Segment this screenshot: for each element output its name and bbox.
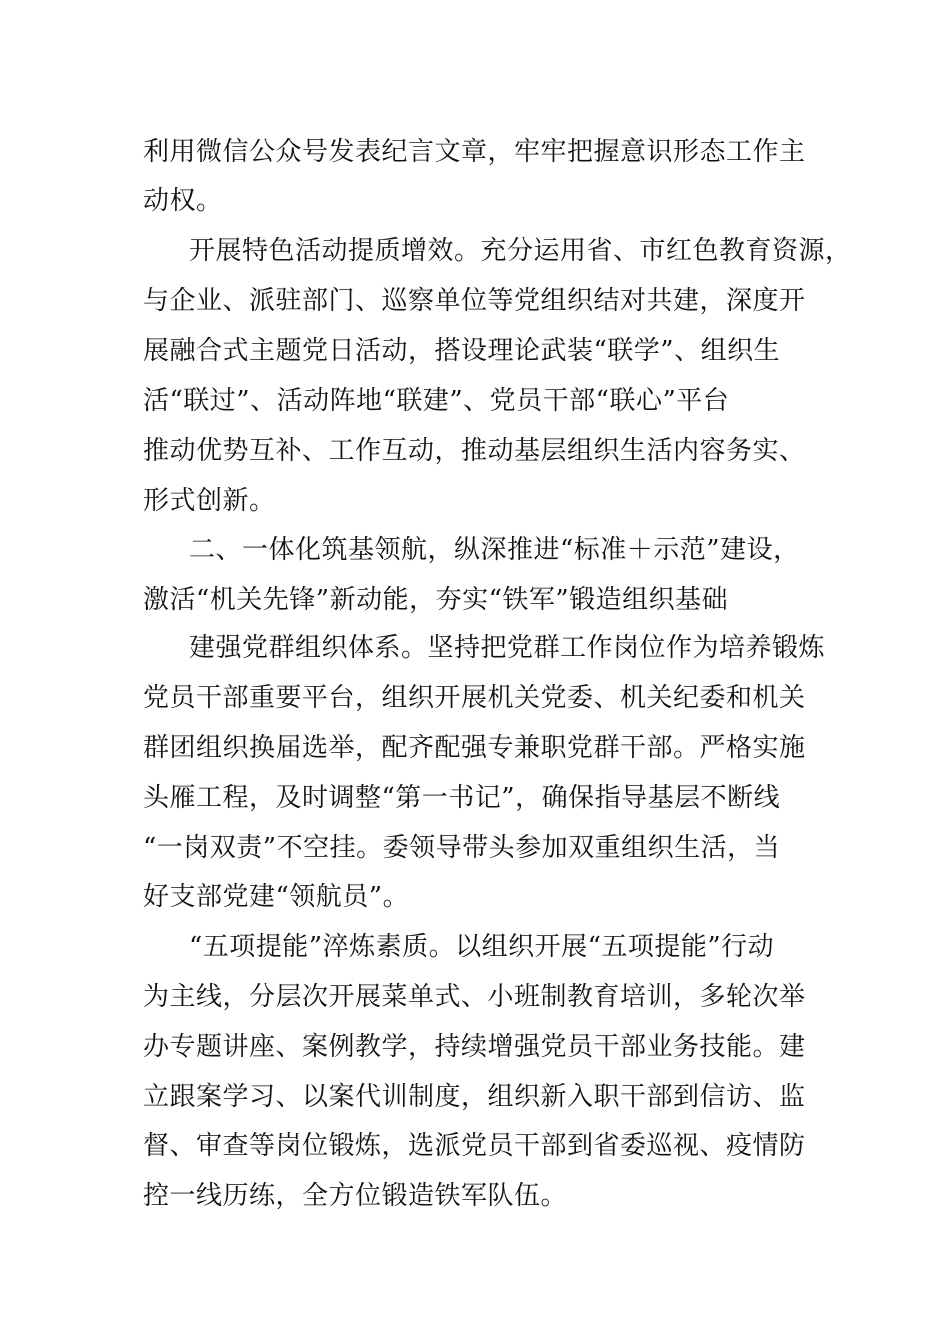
section-heading-line: 二、一体化筑基领航，纵深推进“标准＋示范”建设， (189, 535, 800, 565)
text-line: 督、审查等岗位锻炼，选派党员干部到省委巡视、疫情防 (143, 1131, 806, 1161)
text-line: 为主线，分层次开展菜单式、小班制教育培训，多轮次举 (143, 982, 806, 1012)
section-heading-line: 激活“机关先锋”新动能，夯实“铁军”锻造组织基础 (143, 585, 729, 615)
text-line: 立跟案学习、以案代训制度，组织新入职干部到信访、监 (143, 1082, 806, 1112)
paragraph-start-line: “五项提能”淬炼素质。以组织开展“五项提能”行动 (189, 932, 775, 962)
text-line: 与企业、派驻部门、巡察单位等党组织结对共建，深度开 (143, 286, 806, 316)
text-line: 利用微信公众号发表纪言文章，牢牢把握意识形态工作主 (143, 137, 806, 167)
text-line: 活“联过”、活动阵地“联建”、党员干部“联心”平台 (143, 386, 730, 416)
text-line: 动权。 (143, 186, 223, 216)
text-line: “一岗双责”不空挂。委领导带头参加双重组织生活，当 (143, 833, 781, 863)
text-line: 头雁工程，及时调整“第一书记”，确保指导基层不断线 (143, 783, 781, 813)
text-line: 党员干部重要平台，组织开展机关党委、机关纪委和机关 (143, 683, 806, 713)
text-line: 控一线历练，全方位锻造铁军队伍。 (143, 1181, 568, 1211)
text-line: 形式创新。 (143, 486, 276, 516)
text-line: 展融合式主题党日活动，搭设理论武装“联学”、组织生 (143, 336, 781, 366)
paragraph-start-line: 开展特色活动提质增效。充分运用省、市红色教育资源， (189, 236, 852, 266)
paragraph-start-line: 建强党群组织体系。坚持把党群工作岗位作为培养锻炼 (189, 633, 826, 663)
text-line: 群团组织换届选举，配齐配强专兼职党群干部。严格实施 (143, 733, 806, 763)
text-line: 办专题讲座、案例教学，持续增强党员干部业务技能。建 (143, 1032, 806, 1062)
text-line: 好支部党建“领航员”。 (143, 882, 410, 912)
text-line: 推动优势互补、工作互动，推动基层组织生活内容务实、 (143, 436, 806, 466)
